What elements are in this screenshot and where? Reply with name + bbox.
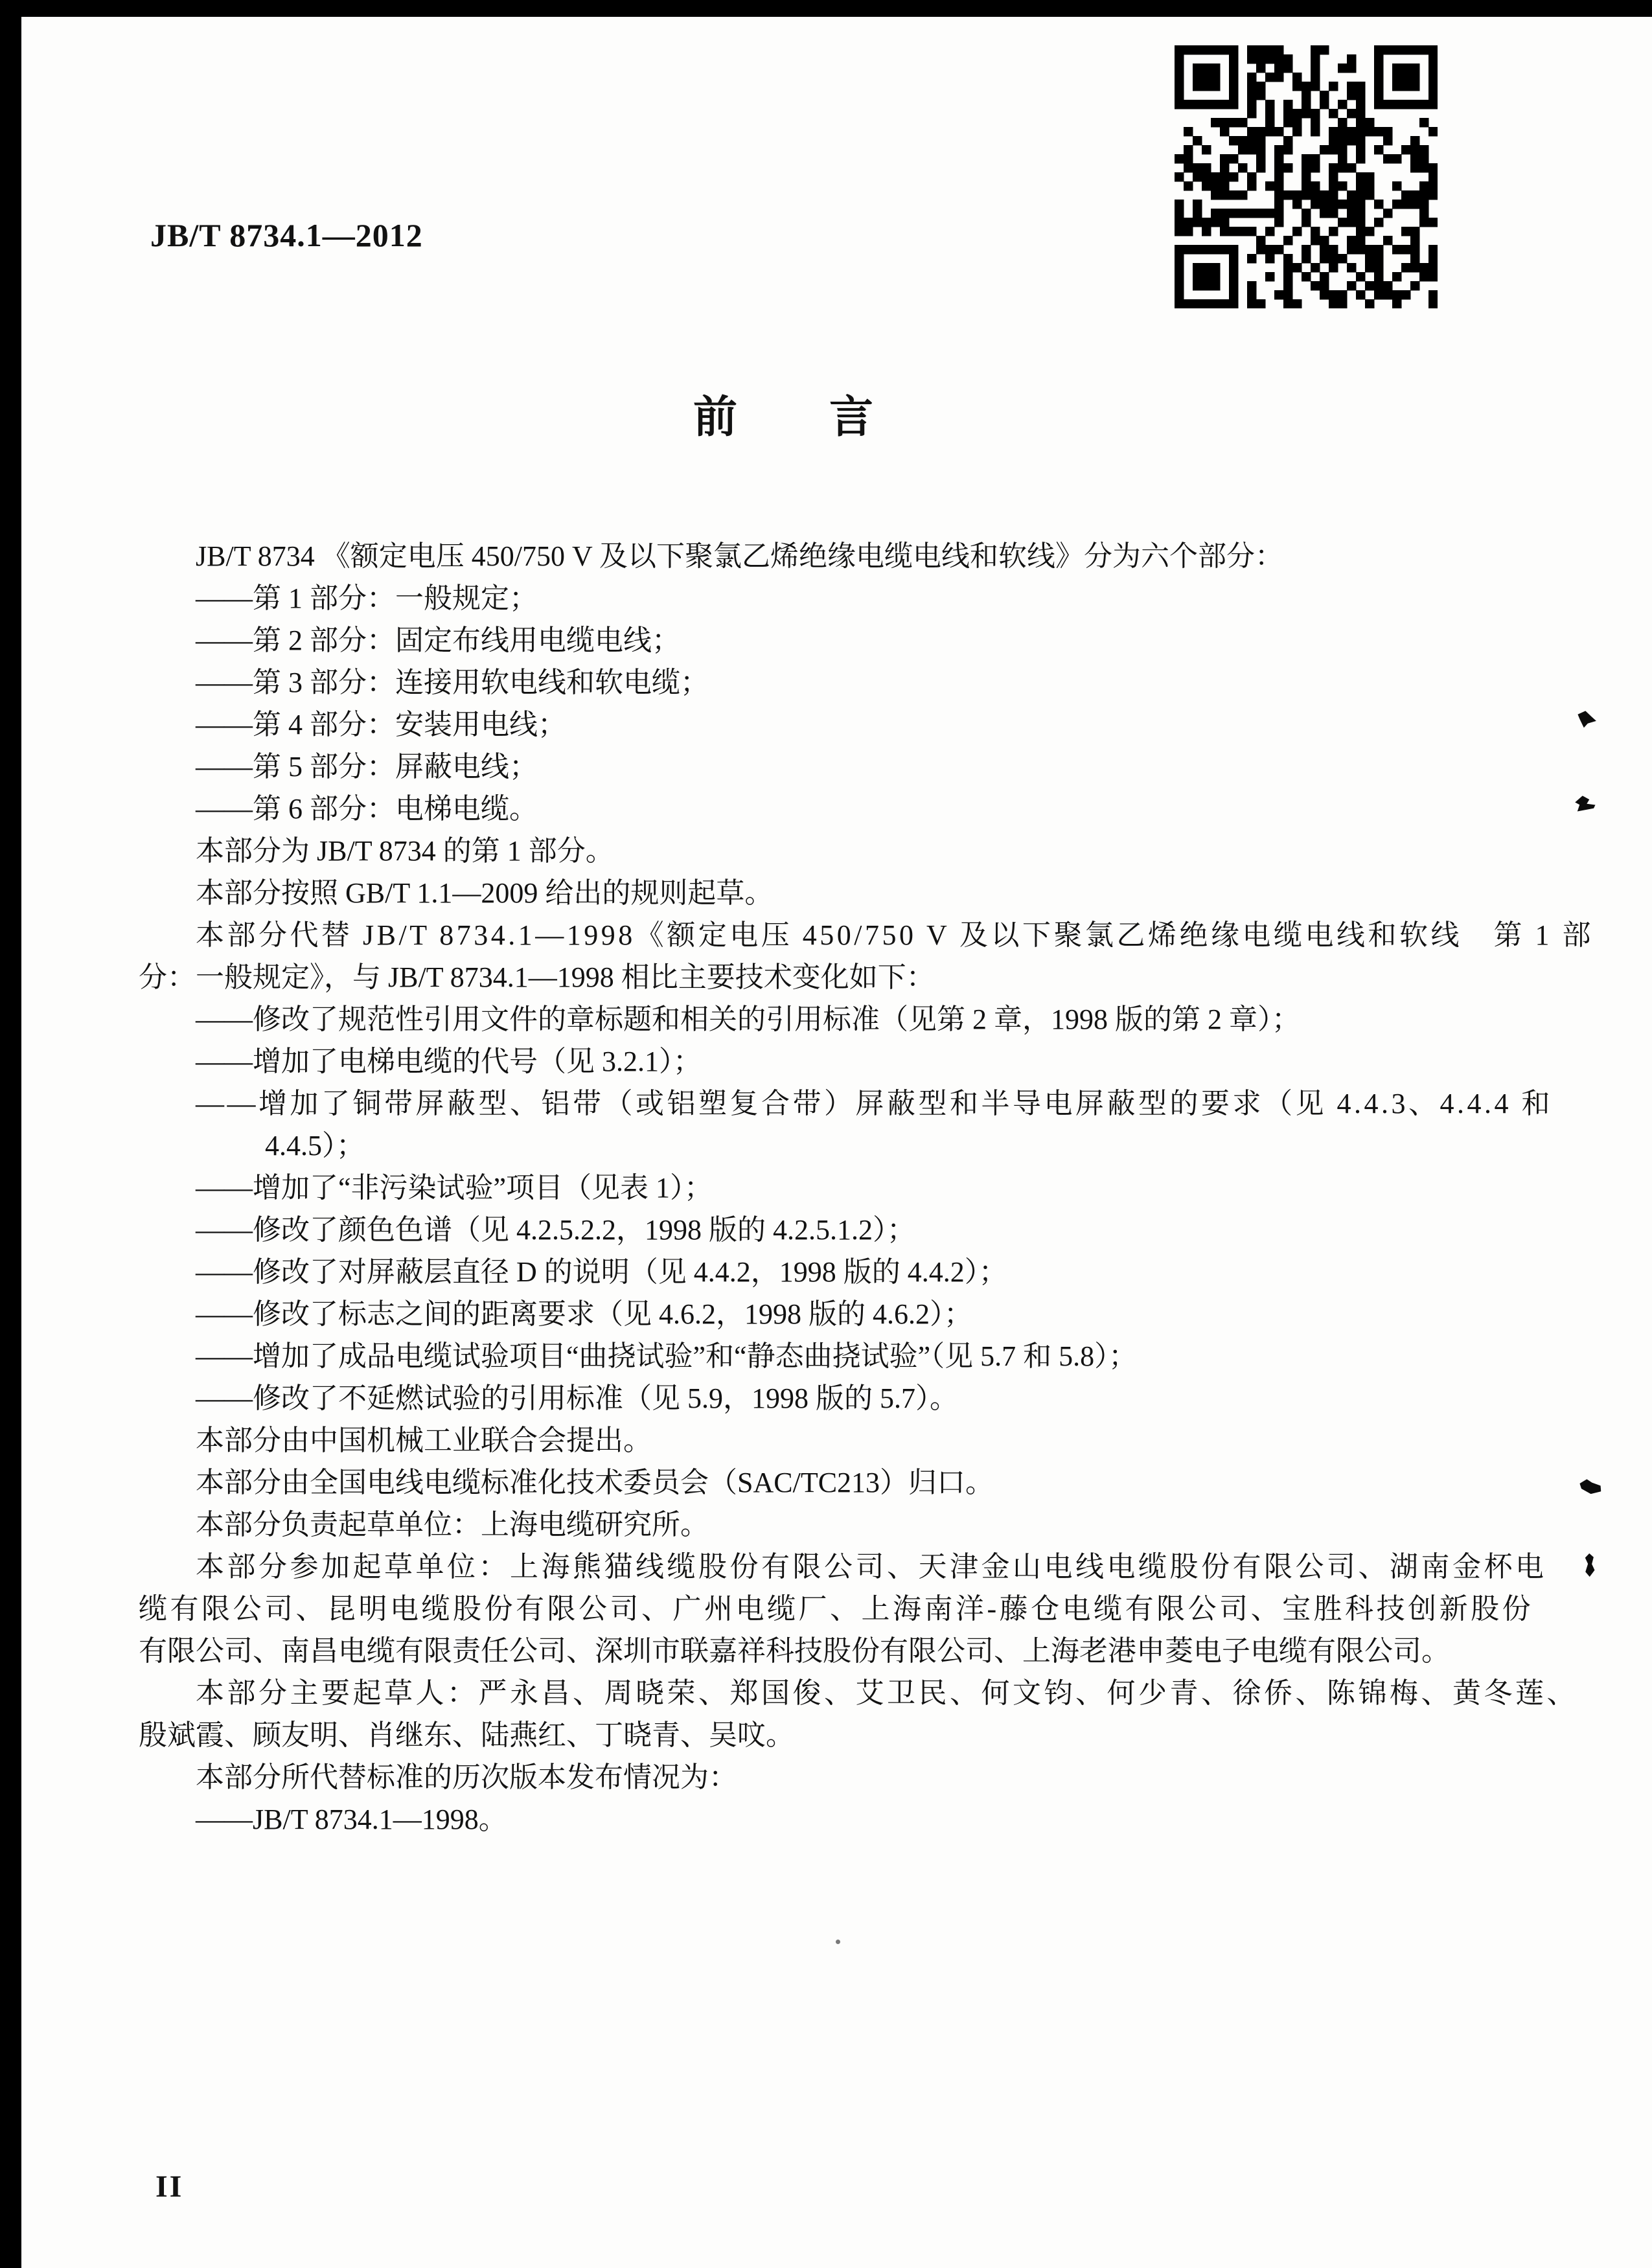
ink-smudge [836, 1940, 840, 1944]
foreword-line: 有限公司、南昌电缆有限责任公司、深圳市联嘉祥科技股份有限公司、上海老港申菱电子电缆有限公司。 [139, 1635, 1450, 1667]
standard-number: JB/T 8734.1—2012 [150, 217, 423, 253]
page-number: II [155, 2170, 184, 2204]
foreword-line: ——第 1 部分：一般规定； [196, 582, 538, 614]
foreword-line: ——增加了铜带屏蔽型、铝带（或铝塑复合带）屏蔽型和半导电屏蔽型的要求（见 4.4.3、4.4.4 和 [196, 1088, 1553, 1119]
foreword-line: 缆有限公司、昆明电缆股份有限公司、广州电缆厂、上海南洋-藤仓电缆有限公司、宝胜科技创新股份 [139, 1593, 1534, 1625]
foreword-line: 本部分参加起草单位：上海熊猫线缆股份有限公司、天津金山电线电缆股份有限公司、湖南金杯电 [196, 1551, 1547, 1583]
foreword-line: ——第 2 部分：固定布线用电缆电线； [196, 624, 680, 656]
scan-edge-left [0, 0, 21, 2268]
foreword-line: 本部分主要起草人：严永昌、周晓荣、郑国俊、艾卫民、何文钧、何少青、徐侨、陈锦梅、黄冬莲、 [196, 1677, 1578, 1709]
foreword-line: ——增加了电梯电缆的代号（见 3.2.1）； [196, 1046, 702, 1077]
foreword-line: ——修改了规范性引用文件的章标题和相关的引用标准（见第 2 章，1998 版的第 2 章）； [196, 1003, 1300, 1035]
ink-smudge [1583, 1553, 1597, 1577]
foreword-line: 本部分代替 JB/T 8734.1—1998《额定电压 450/750 V 及以下聚氯乙烯绝缘电缆电线和软线 第 1 部 [196, 919, 1594, 951]
foreword-line: 殷斌霞、顾友明、肖继东、陆燕红、丁晓青、吴呅。 [139, 1719, 794, 1751]
foreword-line: ——修改了对屏蔽层直径 D 的说明（见 4.4.2，1998 版的 4.4.2）； [196, 1256, 1007, 1288]
qr-code-icon [1175, 45, 1438, 308]
foreword-line: 本部分所代替标准的历次版本发布情况为： [196, 1761, 737, 1793]
foreword-line: 本部分由全国电线电缆标准化技术委员会（SAC/TC213）归口。 [196, 1467, 994, 1498]
foreword-line: 本部分由中国机械工业联合会提出。 [196, 1425, 652, 1456]
foreword-line: ——增加了“非污染试验”项目（见表 1）； [196, 1172, 713, 1204]
foreword-line: ——第 4 部分：安装用电线； [196, 709, 566, 740]
foreword-line: ——修改了标志之间的距离要求（见 4.6.2，1998 版的 4.6.2）； [196, 1298, 972, 1330]
foreword-line: 分：一般规定》，与 JB/T 8734.1—1998 相比主要技术变化如下： [139, 961, 935, 993]
foreword-line: ——修改了不延燃试验的引用标准（见 5.9，1998 版的 5.7）。 [196, 1382, 958, 1414]
ink-smudge [1579, 1478, 1602, 1495]
foreword-line: 本部分负责起草单位：上海电缆研究所。 [196, 1509, 709, 1541]
foreword-line: ——第 6 部分：电梯电缆。 [196, 793, 538, 825]
foreword-line: ——JB/T 8734.1—1998。 [196, 1804, 507, 1835]
scan-edge-top [0, 0, 1652, 17]
foreword-line: ——第 5 部分：屏蔽电线； [196, 751, 538, 783]
foreword-line: 4.4.5）； [265, 1130, 365, 1162]
foreword-body [139, 535, 1594, 1840]
foreword-line: 本部分为 JB/T 8734 的第 1 部分。 [196, 835, 614, 867]
page-title: 前 言 [693, 393, 875, 442]
foreword-line: ——修改了颜色色谱（见 4.2.5.2.2，1998 版的 4.2.5.1.2）； [196, 1214, 915, 1246]
foreword-line: ——第 3 部分：连接用软电线和软电缆； [196, 667, 709, 698]
foreword-line: ——增加了成品电缆试验项目“曲挠试验”和“静态曲挠试验”（见 5.7 和 5.8）； [196, 1340, 1138, 1372]
foreword-line: 本部分按照 GB/T 1.1—2009 给出的规则起草。 [196, 877, 774, 909]
foreword-line: JB/T 8734 《额定电压 450/750 V 及以下聚氯乙烯绝缘电缆电线和软线》分为六个部分： [196, 540, 1283, 572]
